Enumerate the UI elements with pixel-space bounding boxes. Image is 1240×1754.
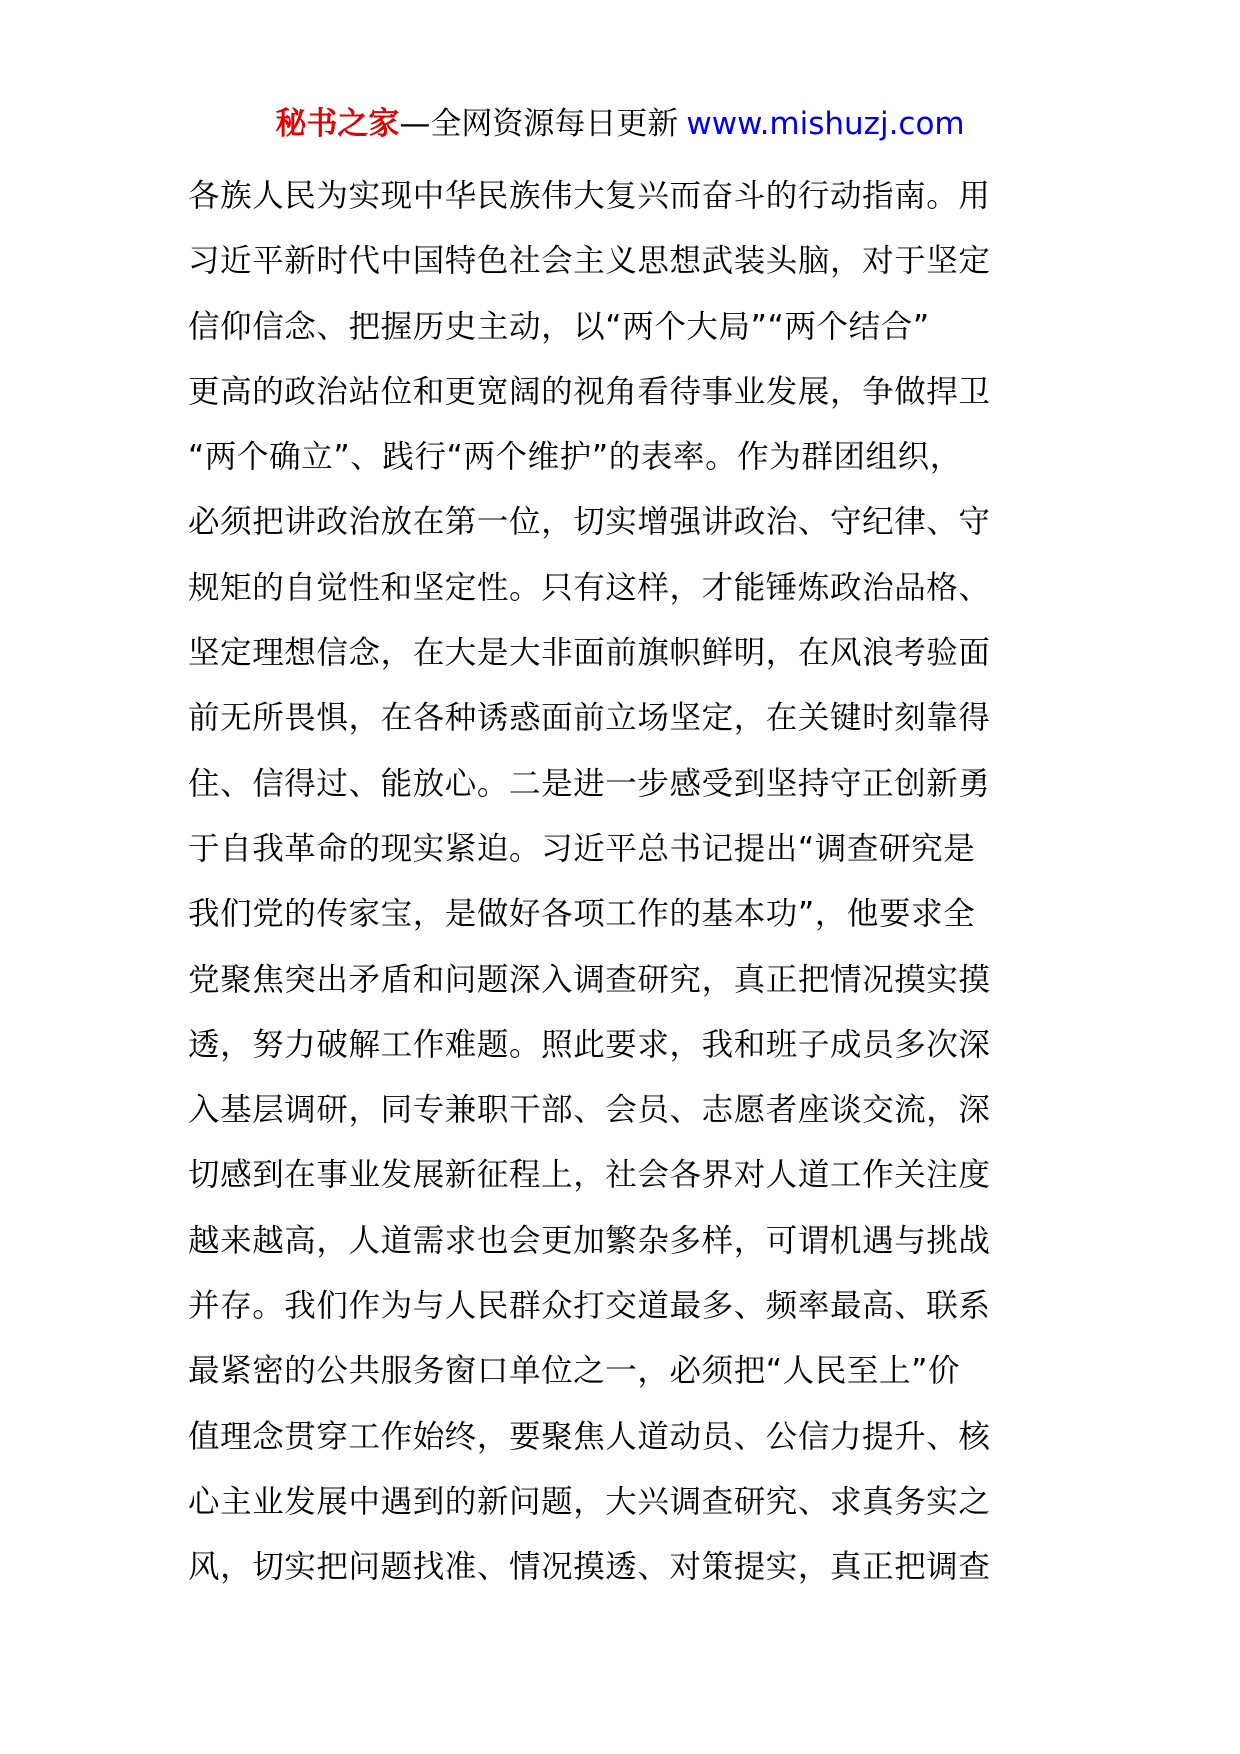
text-line: 前无所畏惧，在各种诱惑面前立场坚定，在关键时刻靠得 <box>188 700 991 737</box>
text-line: 值理念贯穿工作始终，要聚焦人道动员、公信力提升、核 <box>188 1418 991 1455</box>
text-line: 透，努力破解工作难题。照此要求，我和班子成员多次深 <box>188 1026 991 1063</box>
text-line: 住、信得过、能放心。二是进一步感受到坚持守正创新勇 <box>188 765 991 802</box>
text-line: 最紧密的公共服务窗口单位之一，必须把“人民至上”价 <box>188 1353 961 1390</box>
text-line: 心主业发展中遇到的新问题，大兴调查研究、求真务实之 <box>188 1483 991 1520</box>
text-line: 入基层调研，同专兼职干部、会员、志愿者座谈交流，深 <box>188 1092 991 1129</box>
brand-name: 秘书之家 <box>275 106 400 142</box>
page-header <box>0 104 1240 144</box>
text-line: 必须把讲政治放在第一位，切实增强讲政治、守纪律、守 <box>188 504 991 541</box>
text-line: 各族人民为实现中华民族伟大复兴而奋斗的行动指南。用 <box>188 178 991 214</box>
text-line: 规矩的自觉性和坚定性。只有这样，才能锤炼政治品格、 <box>188 569 991 606</box>
text-line: 习近平新时代中国特色社会主义思想武装头脑，对于坚定 <box>188 243 991 280</box>
website-link[interactable]: www.mishuzj.com <box>686 106 965 142</box>
header-tagline: —全网资源每日更新 <box>399 106 679 142</box>
text-line: 坚定理想信念，在大是大非面前旗帜鲜明，在风浪考验面 <box>188 635 991 672</box>
text-line: 越来越高，人道需求也会更加繁杂多样，可谓机遇与挑战 <box>188 1222 991 1259</box>
text-line: 切感到在事业发展新征程上，社会各界对人道工作关注度 <box>188 1157 991 1194</box>
document-body <box>188 164 1048 1601</box>
text-line: 我们党的传家宝，是做好各项工作的基本功”，他要求全 <box>188 896 976 933</box>
text-line: “两个确立”、践行“两个维护”的表率。作为群团组织， <box>188 439 962 476</box>
text-line: 风，切实把问题找准、情况摸透、对策提实，真正把调查 <box>188 1549 991 1586</box>
text-line: 信仰信念、把握历史主动，以“两个大局”“两个结合” <box>188 308 930 345</box>
text-line: 更高的政治站位和更宽阔的视角看待事业发展，争做捍卫 <box>188 373 991 410</box>
text-line: 并存。我们作为与人民群众打交道最多、频率最高、联系 <box>188 1288 991 1325</box>
text-line: 党聚焦突出矛盾和问题深入调查研究，真正把情况摸实摸 <box>188 961 991 998</box>
text-line: 于自我革命的现实紧迫。习近平总书记提出“调查研究是 <box>188 830 976 867</box>
